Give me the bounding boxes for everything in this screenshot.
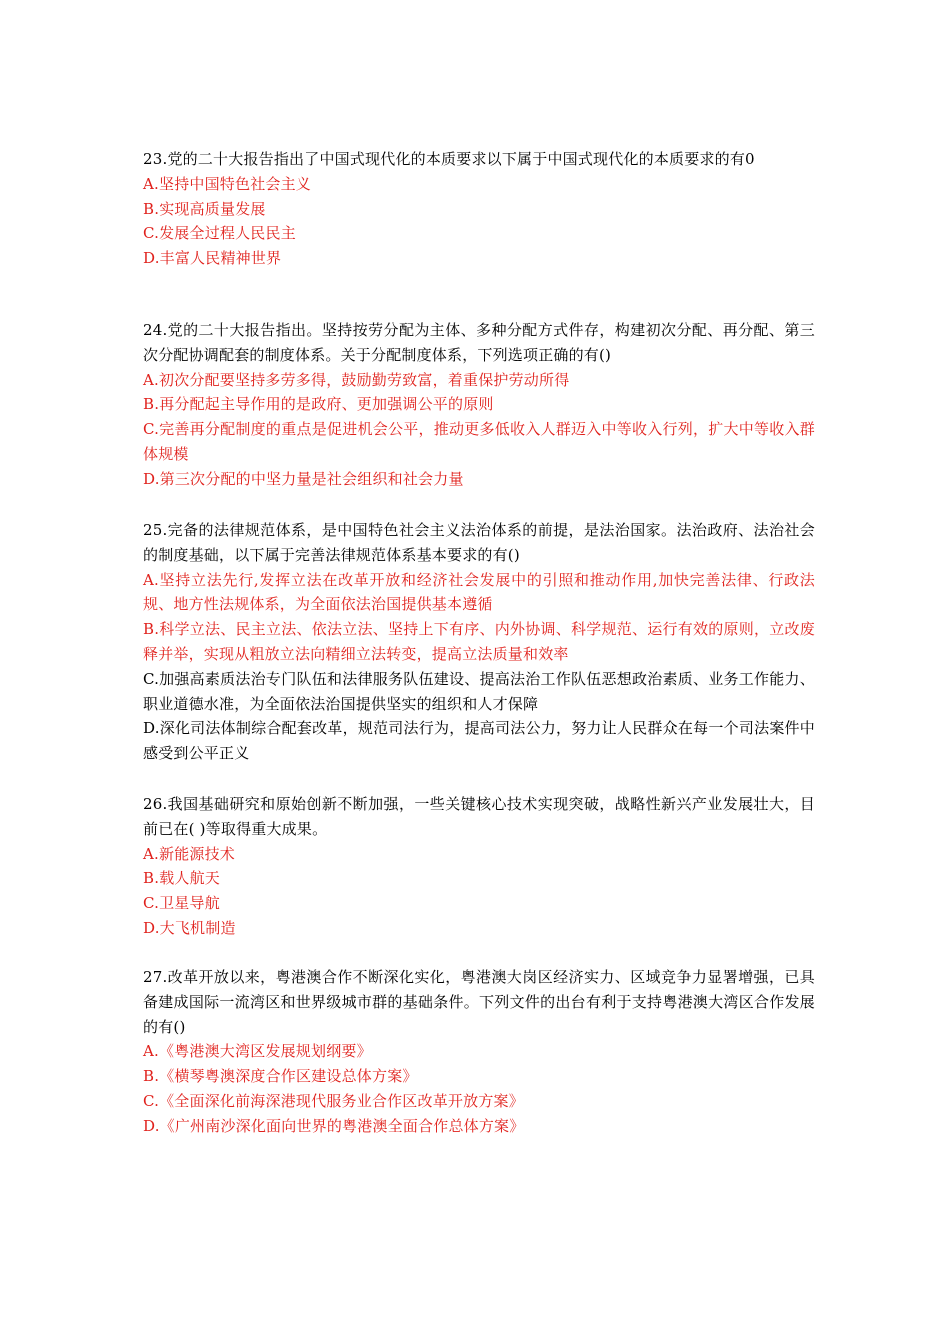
option-a: A.初次分配要坚持多劳多得，鼓励勤劳致富，着重保护劳动所得 xyxy=(143,370,570,389)
question-23 xyxy=(143,147,815,271)
question-stem: 24.党的二十大报告指出。坚持按劳分配为主体、多种分配方式件存，构建初次分配、再分配、第三次分配协调配套的制度体系。关于分配制度体系，下列选项正确的有() xyxy=(143,321,815,364)
option-c: C.《全面深化前海深港现代服务业合作区改革开放方案》 xyxy=(143,1091,524,1110)
option-c: C.发展全过程人民民主 xyxy=(143,224,296,243)
option-b: B.载人航天 xyxy=(143,869,220,888)
option-c: C.完善再分配制度的重点是促进机会公平，推动更多低收入人群迈入中等收入行列，扩大中等收入群体规模 xyxy=(143,420,815,463)
question-25 xyxy=(143,518,815,766)
option-a: A.坚持中国特色社会主义 xyxy=(143,174,312,193)
option-b: B.再分配起主导作用的是政府、更加强调公平的原则 xyxy=(143,395,494,414)
question-27 xyxy=(143,965,815,1139)
question-stem: 27.改革开放以来，粤港澳合作不断深化实化，粤港澳大岗区经济实力、区域竞争力显署增强，已具备建成国际一流湾区和世界级城市群的基础条件。下列文件的出台有利于支持粤港澳大湾区合作发展的有() xyxy=(143,968,815,1036)
option-d: D.《广州南沙深化面向世界的粤港澳全面合作总体方案》 xyxy=(143,1116,525,1135)
option-d: D.大飞机制造 xyxy=(143,918,236,937)
option-b: B.实现高质量发展 xyxy=(143,199,266,218)
option-d: D.丰富人民精神世界 xyxy=(143,249,282,268)
question-stem: 25.完备的法律规范体系，是中国特色社会主义法治体系的前提，是法治国家。法治政府、法治社会的制度基础，以下属于完善法律规范体系基本要求的有() xyxy=(143,521,815,564)
option-d: D.第三次分配的中坚力量是社会组织和社会力量 xyxy=(143,469,464,488)
option-a: A.《粤港澳大湾区发展规划纲要》 xyxy=(143,1042,372,1061)
option-b: B.科学立法、民主立法、依法立法、坚持上下有序、内外协调、科学规范、运行有效的原则，立改废释并举，实现从粗放立法向精细立法转变，提高立法质量和效率 xyxy=(143,620,815,663)
option-c: C.卫星导航 xyxy=(143,894,220,913)
option-a: A.新能源技术 xyxy=(143,844,236,863)
question-26 xyxy=(143,792,815,941)
option-c: C.加强高素质法治专门队伍和法律服务队伍建设、提高法治工作队伍恶想政治素质、业务工作能力、职业道德水准，为全面依法治国提供坚实的组织和人才保障 xyxy=(143,669,815,713)
option-d: D.深化司法体制综合配套改革，规范司法行为，提高司法公力，努力让人民群众在每一个司法案件中感受到公平正义 xyxy=(143,719,815,763)
option-b: B.《横琴粤澳深度合作区建设总体方案》 xyxy=(143,1067,418,1086)
option-a: A.坚持立法先行,发挥立法在改革开放和经济社会发展中的引照和推动作用,加快完善法律、行政法规、地方性法规体系，为全面依法治国提供基本遵循 xyxy=(143,570,815,614)
question-24 xyxy=(143,318,815,492)
question-stem: 26.我国基础研究和原始创新不断加强，一些关键核心技术实现突破，战略性新兴产业发展壮大，目前已在( )等取得重大成果。 xyxy=(143,795,815,838)
question-stem: 23.党的二十大报告指出了中国式现代化的本质要求以下属于中国式现代化的本质要求的有0 xyxy=(143,150,755,168)
